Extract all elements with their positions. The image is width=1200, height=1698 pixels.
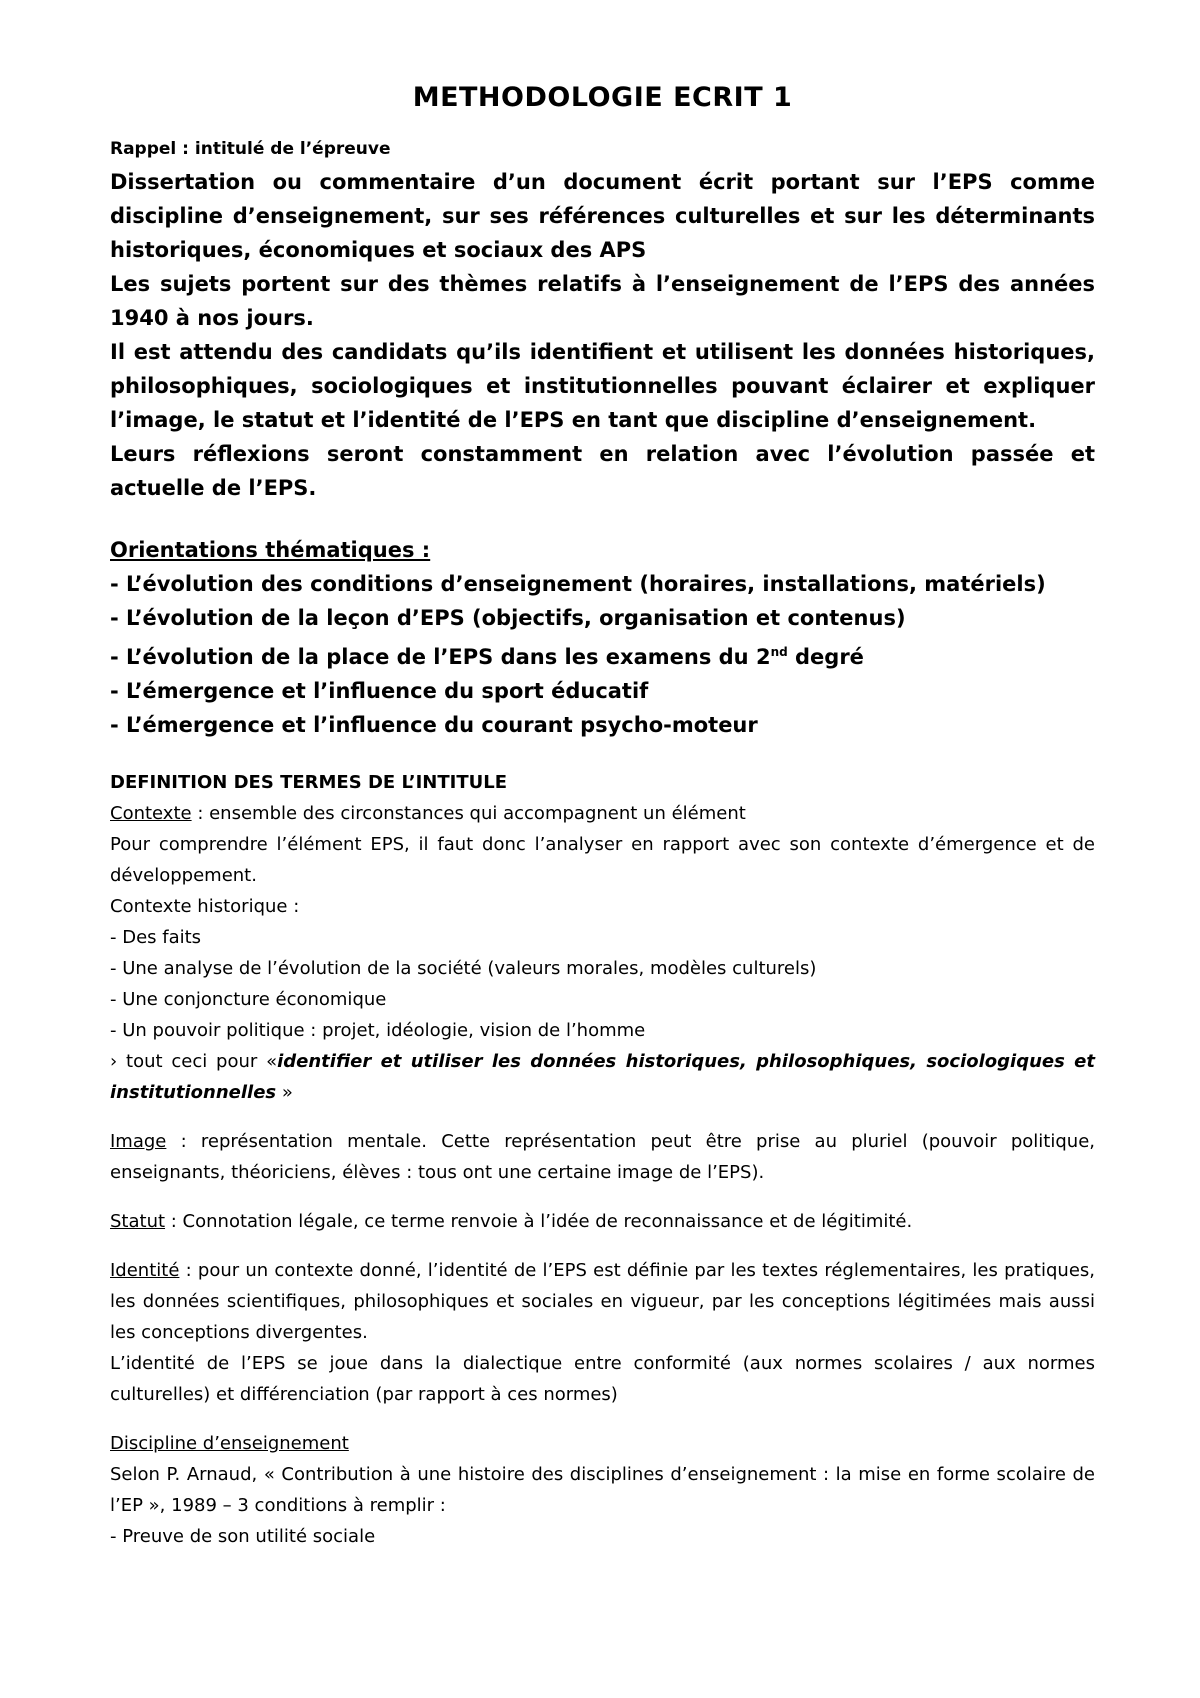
intro-paragraph: Il est attendu des candidats qu’ils identifient et utilisent les données historiques, philosophiques, sociologiques et institutionnelles pouvant éclairer et expliquer l’image, le statut et l’identité de l’EPS en tant que discipline d’enseignement. — [110, 340, 1095, 432]
list-item: - L’évolution de la leçon d’EPS (objectifs, organisation et contenus) — [110, 606, 906, 630]
intro-paragraph: Leurs réflexions seront constamment en relation avec l’évolution passée et actuelle de l’EPS. — [110, 442, 1095, 500]
list-item: - L’émergence et l’influence du sport éducatif — [110, 679, 649, 703]
term-discipline: Discipline d’enseignement — [110, 1433, 349, 1454]
page-title: METHODOLOGIE ECRIT 1 — [412, 82, 793, 113]
list-item: - Preuve de son utilité sociale — [110, 1526, 376, 1547]
term-identite: Identité — [110, 1260, 180, 1281]
list-item: - Un pouvoir politique : projet, idéologie, vision de l’homme — [110, 1020, 646, 1041]
quote-suffix: » — [276, 1082, 293, 1103]
orientations-list — [110, 567, 1095, 742]
list-item: - L’émergence et l’influence du courant psycho-moteur — [110, 713, 758, 737]
orientations-title: Orientations thématiques : — [110, 538, 431, 562]
contexte-paragraph: Pour comprendre l’élément EPS, il faut donc l’analyser en rapport avec son contexte d’émergence et de développement. — [110, 834, 1095, 886]
rappel-heading: Rappel : intitulé de l’épreuve — [110, 139, 391, 159]
orientations-section — [110, 533, 1095, 742]
term-statut: Statut — [110, 1211, 166, 1232]
discipline-paragraph: Selon P. Arnaud, « Contribution à une histoire des disciplines d’enseignement : la mise en forme scolaire de l’EP », 1989 – 3 conditions à remplir : — [110, 1464, 1095, 1516]
intro-paragraph: Les sujets portent sur des thèmes relatifs à l’enseignement de l’EPS des années 1940 à nos jours. — [110, 272, 1095, 330]
list-item: - Une conjoncture économique — [110, 989, 387, 1010]
intro-paragraph: Dissertation ou commentaire d’un document écrit portant sur l’EPS comme discipline d’enseignement, sur ses références culturelles et sur les déterminants historiques, économiques et sociaux des APS — [110, 170, 1095, 262]
identite-definition — [110, 1255, 1095, 1348]
contexte-list — [110, 922, 1095, 1046]
superscript: nd — [770, 645, 788, 659]
image-definition — [110, 1126, 1095, 1188]
definition-text: : ensemble des circonstances qui accompagnent un élément — [191, 803, 746, 824]
contexte-historique: Contexte historique : — [110, 896, 300, 917]
quote-prefix: › tout ceci pour « — [110, 1051, 278, 1072]
quote-text: identifier et utiliser les données historiques, philosophiques, sociologiques et institutionnelles — [110, 1051, 1095, 1103]
intro-section — [110, 165, 1095, 505]
definitions-section — [110, 768, 1095, 1552]
list-item — [110, 635, 1095, 674]
term-contexte: Contexte — [110, 803, 192, 824]
definition-text: : Connotation légale, ce terme renvoie à l’idée de reconnaissance et de légitimité. — [165, 1211, 913, 1232]
list-item-text: degré — [787, 645, 864, 669]
definition-text: : représentation mentale. Cette représentation peut être prise au pluriel (pouvoir politique, enseignants, théoriciens, élèves : tous ont une certaine image de l’EPS). — [110, 1131, 1095, 1183]
definitions-heading: DEFINITION DES TERMES DE L’INTITULE — [110, 772, 508, 793]
contexte-definition — [110, 798, 1095, 829]
list-item: - Des faits — [110, 927, 202, 948]
list-item-text: - L’évolution de la place de l’EPS dans les examens du 2 — [110, 645, 771, 669]
document-page — [110, 70, 1095, 1552]
list-item: - L’évolution des conditions d’enseignement (horaires, installations, matériels) — [110, 572, 1046, 596]
term-image: Image — [110, 1131, 167, 1152]
quote-line — [110, 1046, 1095, 1108]
definition-text: : pour un contexte donné, l’identité de l’EPS est définie par les textes réglementaires, les pratiques, les données scientifiques, philosophiques et sociales en vigueur, par les conceptions légitimées mais aussi les conceptions divergentes. — [110, 1260, 1095, 1343]
statut-definition — [110, 1206, 1095, 1237]
list-item: - Une analyse de l’évolution de la société (valeurs morales, modèles culturels) — [110, 958, 817, 979]
identite-paragraph: L’identité de l’EPS se joue dans la dialectique entre conformité (aux normes scolaires / aux normes culturelles) et différenciation (par rapport à ces normes) — [110, 1353, 1095, 1405]
